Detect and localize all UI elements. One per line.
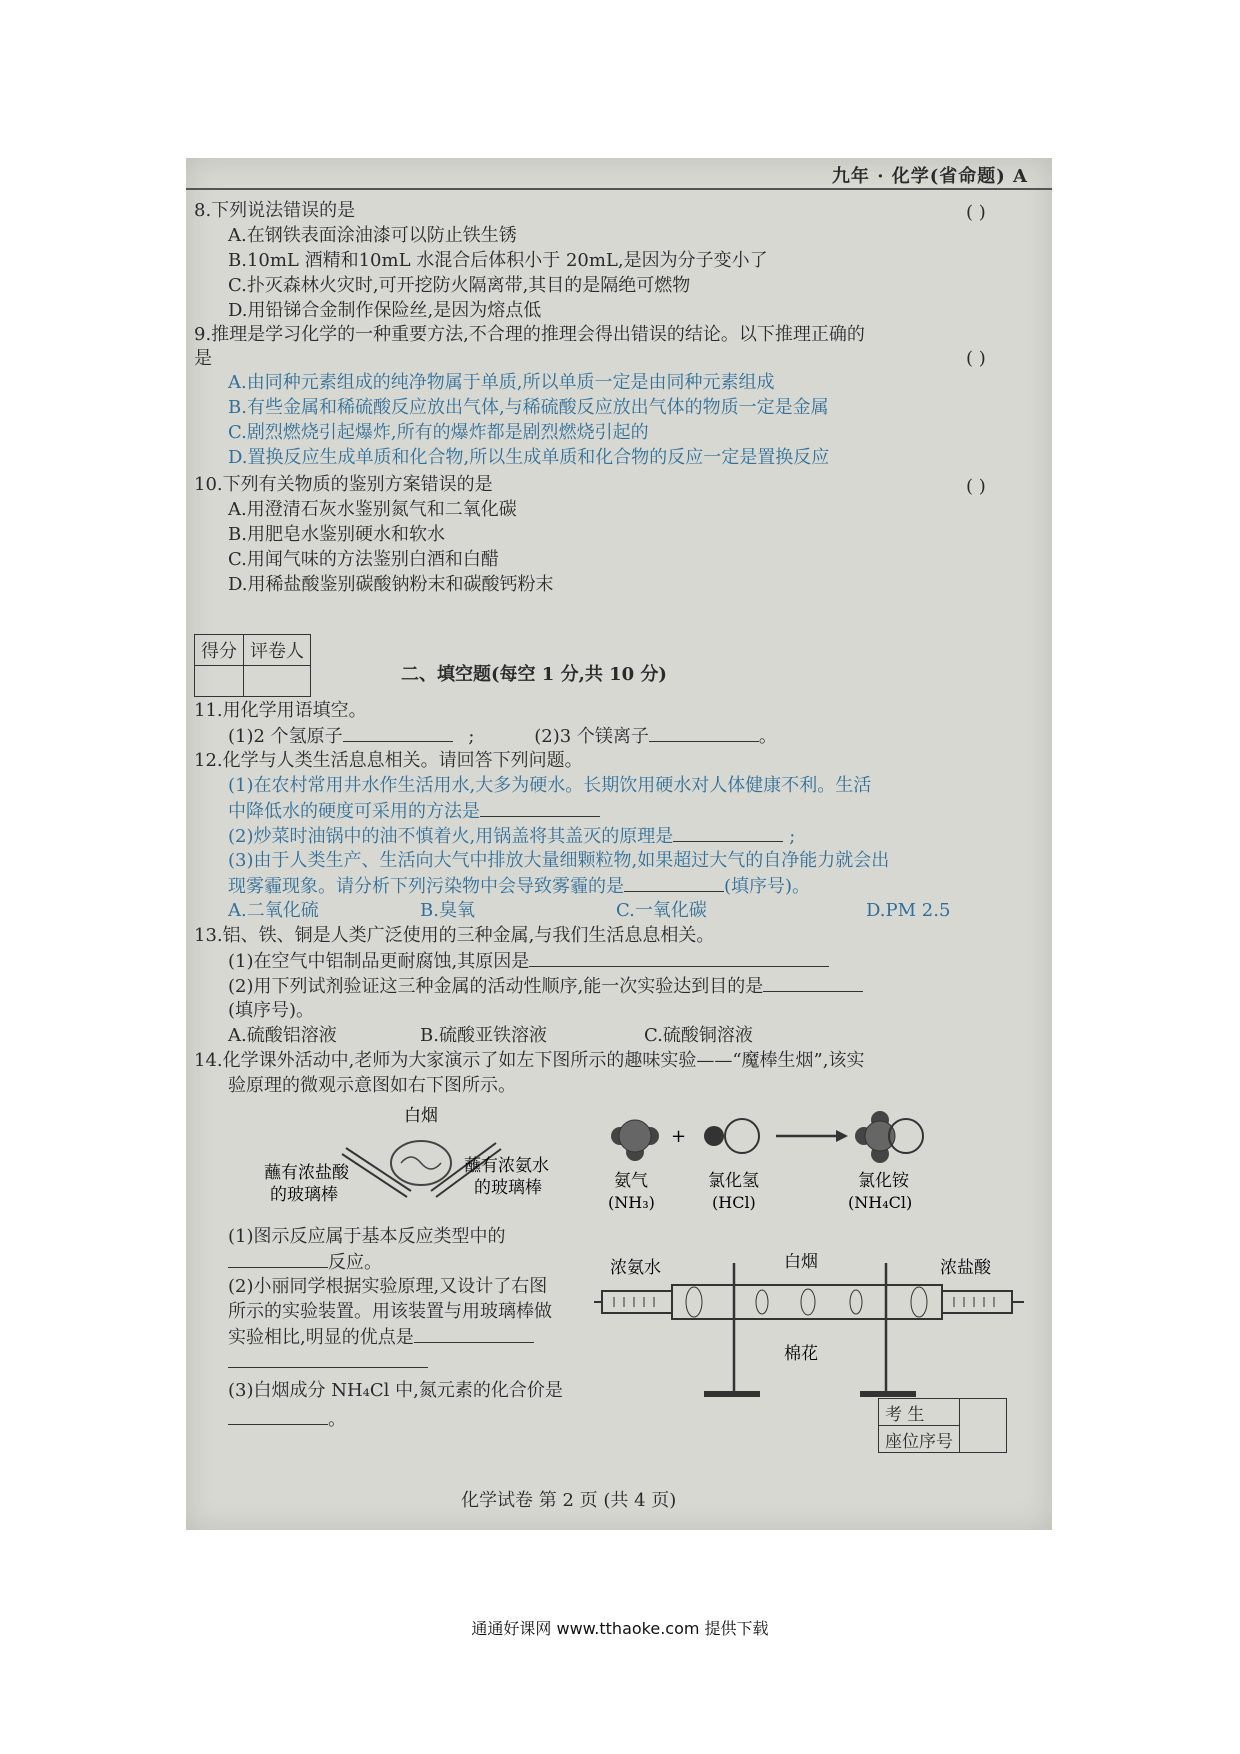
left-glass-rod — [346, 1148, 411, 1191]
q12-part3-cont — [228, 875, 810, 898]
fig-right-rod-label-1: 蘸有浓氨水 — [464, 1156, 549, 1176]
q12-blank-3[interactable] — [624, 875, 724, 892]
q14-blank-4[interactable] — [228, 1408, 328, 1425]
seat-label-1: 考 生 — [879, 1399, 960, 1426]
q12-option-a: A.二氧化硫 — [228, 900, 319, 921]
q12-blank-1[interactable] — [480, 800, 600, 817]
q9-stem: 9.推理是学习化学的一种重要方法,不合理的推理会得出错误的结论。以下推理正确的 — [194, 324, 865, 345]
q8-option-a: A.在钢铁表面涂油漆可以防止铁生锈 — [228, 225, 517, 246]
apparatus-figure — [594, 1253, 1034, 1403]
q8-option-d: D.用铅锑合金制作保险丝,是因为熔点低 — [228, 300, 542, 321]
q12-part3-end: (填序号)。 — [724, 876, 811, 897]
hcl-molecule-icon — [704, 1119, 759, 1153]
q10-option-b: B.用肥皂水鉴别硬水和软水 — [228, 524, 445, 545]
apparatus-hcl-label: 浓盐酸 — [940, 1258, 991, 1278]
q10-answer-paren: ( ) — [966, 476, 986, 497]
grader-cell — [244, 666, 311, 697]
left-stand-icon — [704, 1263, 760, 1397]
seat-number-cell[interactable] — [960, 1399, 1007, 1453]
fig-left-rod-label-1: 蘸有浓盐酸 — [264, 1163, 349, 1183]
q12-option-c: C.一氧化碳 — [616, 900, 707, 921]
q10-option-d: D.用稀盐酸鉴别碳酸钠粉末和碳酸钙粉末 — [228, 574, 554, 595]
q13-part1-text: (1)在空气中铝制品更耐腐蚀,其原因是 — [228, 951, 530, 972]
q14-part1-end: 反应。 — [328, 1252, 382, 1273]
q12-part1-text: 中降低水的硬度可采用的方法是 — [228, 801, 480, 822]
nh4cl-molecule-icon — [855, 1111, 923, 1163]
q14-stem: 14.化学课外活动中,老师为大家演示了如左下图所示的趣味实验——“魔棒生烟”,该实 — [194, 1050, 865, 1071]
apparatus-smoke-label: 白烟 — [784, 1253, 818, 1272]
left-syringe-icon — [594, 1291, 672, 1313]
q13-blank-1[interactable] — [529, 950, 829, 967]
right-stand-icon — [860, 1263, 916, 1397]
q12-part3: (3)由于人类生产、生活向大气中排放大量细颗粒物,如果超过大气的自净能力就会出 — [228, 850, 890, 871]
nh3-name: 氨气 — [614, 1171, 648, 1191]
q14-part2-cont: 所示的实验装置。用该装置与用玻璃棒做 — [228, 1301, 552, 1322]
header-bar — [186, 158, 1052, 190]
q14-part2-cont3 — [228, 1351, 428, 1374]
q12-part1: (1)在农村常用井水作生活用水,大多为硬水。长期饮用硬水对人体健康不利。生活 — [228, 775, 872, 796]
q14-part3: (3)白烟成分 NH₄Cl 中,氮元素的化合价是 — [228, 1380, 563, 1401]
apparatus-ammonia-label: 浓氨水 — [610, 1258, 661, 1278]
reaction-arrow-icon — [776, 1130, 848, 1142]
q13-part2-text: (2)用下列试剂验证这三种金属的活动性顺序,能一次实验达到目的是 — [228, 976, 764, 997]
page-footer: 化学试卷 第 2 页 (共 4 页) — [461, 1490, 677, 1511]
q11-part1: (1)2 个氢原子 — [228, 726, 343, 747]
q13-option-b: B.硫酸亚铁溶液 — [420, 1025, 547, 1046]
q12-part1-cont — [228, 800, 600, 823]
q12-option-b: B.臭氧 — [420, 900, 475, 921]
hcl-name: 氯化氢 — [708, 1171, 759, 1191]
fig-smoke-label: 白烟 — [404, 1106, 438, 1126]
q10-option-c: C.用闻气味的方法鉴别白酒和白醋 — [228, 549, 499, 570]
fig-left-rod-label-2: 的玻璃棒 — [270, 1185, 338, 1205]
hcl-formula: (HCl) — [712, 1193, 756, 1212]
q14-part1: (1)图示反应属于基本反应类型中的 — [228, 1226, 506, 1247]
q11-stem: 11.用化学用语填空。 — [194, 700, 367, 721]
grader-header: 评卷人 — [244, 635, 311, 666]
exam-page — [186, 158, 1052, 1530]
q9-stem-cont: 是 — [194, 348, 212, 369]
q9-option-a: A.由同种元素组成的纯净物属于单质,所以单质一定是由同种元素组成 — [228, 372, 775, 393]
q9-option-c: C.剧烈燃烧引起爆炸,所有的爆炸都是剧烈燃烧引起的 — [228, 422, 649, 443]
nh4cl-formula: (NH₄Cl) — [848, 1193, 913, 1212]
q14-stem-cont: 验原理的微观示意图如右下图所示。 — [228, 1075, 516, 1096]
q14-part2: (2)小丽同学根据实验原理,又设计了右图 — [228, 1276, 548, 1297]
q9-option-b: B.有些金属和稀硫酸反应放出气体,与稀硫酸反应放出气体的物质一定是金属 — [228, 397, 829, 418]
q14-blank-3[interactable] — [228, 1351, 428, 1368]
q13-part1 — [228, 950, 829, 973]
q8-stem: 8.下列说法错误的是 — [194, 200, 356, 221]
q11-sep: ; — [468, 726, 475, 747]
q12-part2-text: (2)炒菜时油锅中的油不慎着火,用锅盖将其盖灭的原理是 — [228, 826, 674, 847]
q11-part2: (2)3 个镁离子 — [534, 726, 649, 747]
q11-line — [228, 725, 777, 748]
q10-option-a: A.用澄清石灰水鉴别氮气和二氧化碳 — [228, 499, 517, 520]
q12-part2 — [228, 825, 795, 848]
q12-semicolon: ; — [789, 826, 796, 847]
nh3-formula: (NH₃) — [608, 1193, 655, 1212]
download-note: 通通好课网 www.tthaoke.com 提供下载 — [471, 1619, 769, 1638]
right-syringe-icon — [942, 1291, 1024, 1313]
apparatus-cotton-label: 棉花 — [784, 1344, 818, 1364]
header-title: 九年 · 化学(省命题) A — [831, 166, 1028, 187]
q12-option-d: D.PM 2.5 — [866, 900, 951, 921]
nh3-molecule-icon — [611, 1120, 659, 1161]
q12-stem: 12.化学与人类生活息息相关。请回答下列问题。 — [194, 750, 583, 771]
q14-part2-text: 实验相比,明显的优点是 — [228, 1327, 414, 1348]
q11-blank-2[interactable] — [649, 725, 759, 742]
q9-answer-paren: ( ) — [966, 348, 986, 369]
q13-option-a: A.硫酸铝溶液 — [228, 1025, 337, 1046]
q14-blank-2[interactable] — [414, 1326, 534, 1343]
fig-right-rod-label-2: 的玻璃棒 — [474, 1178, 542, 1198]
q13-option-c: C.硫酸铜溶液 — [644, 1025, 753, 1046]
q14-blank-1[interactable] — [228, 1251, 328, 1268]
q12-blank-2[interactable] — [673, 825, 783, 842]
q8-answer-paren: ( ) — [966, 202, 986, 223]
seat-number-table — [878, 1398, 1007, 1453]
smoke-swirl-icon — [401, 1157, 441, 1169]
q9-option-d: D.置换反应生成单质和化合物,所以生成单质和化合物的反应一定是置换反应 — [228, 447, 830, 468]
q13-stem: 13.铝、铁、铜是人类广泛使用的三种金属,与我们生活息息相关。 — [194, 925, 715, 946]
score-table — [194, 634, 311, 697]
molecular-diagram — [596, 1098, 1036, 1228]
section-2-title: 二、填空题(每空 1 分,共 10 分) — [401, 664, 667, 685]
nh4cl-name: 氯化铵 — [858, 1171, 909, 1191]
glass-tube-icon — [672, 1285, 942, 1319]
seat-label-2: 座位序号 — [879, 1426, 960, 1453]
q14-part1-cont — [228, 1251, 382, 1274]
q13-part2 — [228, 975, 863, 998]
q14-part3-end: 。 — [328, 1409, 346, 1430]
plus-sign: + — [671, 1126, 687, 1147]
q8-option-c: C.扑灭森林火灾时,可开挖防火隔离带,其目的是隔绝可燃物 — [228, 275, 691, 296]
q10-stem: 10.下列有关物质的鉴别方案错误的是 — [194, 474, 493, 495]
q12-part3-text: 现雾霾现象。请分析下列污染物中会导致雾霾的是 — [228, 876, 624, 897]
score-header: 得分 — [195, 635, 244, 666]
q13-blank-2[interactable] — [763, 975, 863, 992]
q14-part3-cont — [228, 1408, 346, 1431]
q13-part2-cont: (填序号)。 — [228, 1000, 315, 1021]
q11-end: 。 — [758, 726, 777, 747]
magic-wand-figure — [226, 1103, 566, 1218]
q14-part2-cont2 — [228, 1326, 534, 1349]
q8-option-b: B.10mL 酒精和10mL 水混合后体积小于 20mL,是因为分子变小了 — [228, 250, 768, 271]
score-cell — [195, 666, 244, 697]
q11-blank-1[interactable] — [343, 725, 453, 742]
